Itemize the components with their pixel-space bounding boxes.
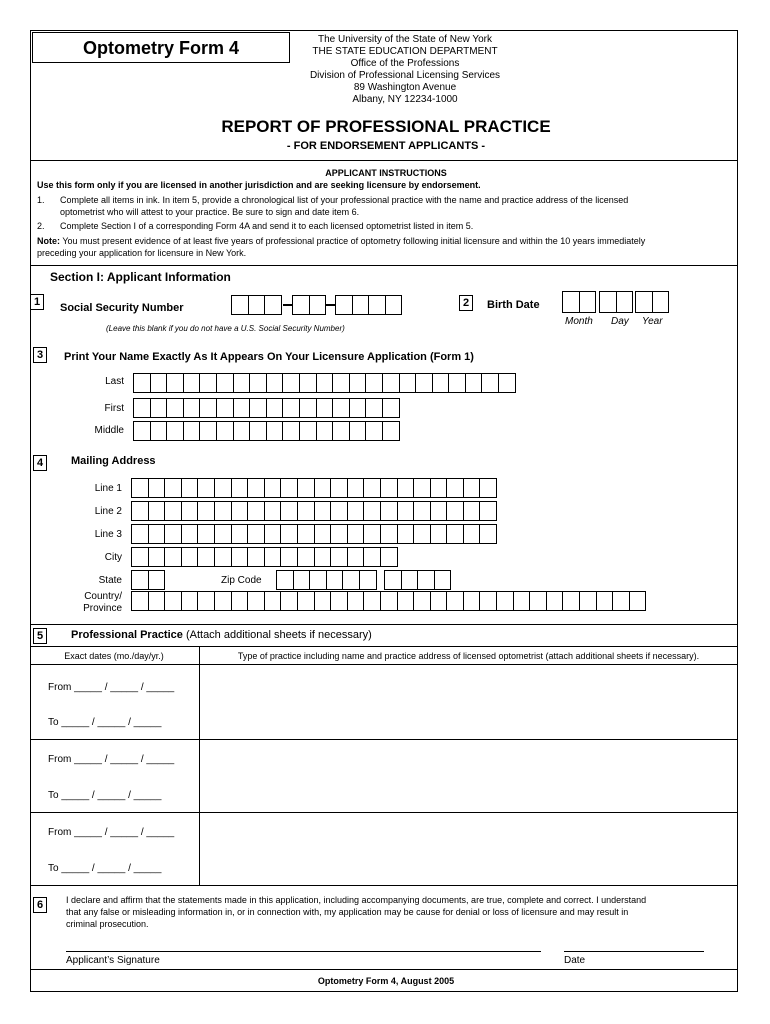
char-box[interactable] xyxy=(264,501,282,521)
char-box[interactable] xyxy=(148,524,166,544)
middle-name-label: Middle xyxy=(94,425,124,436)
char-box[interactable] xyxy=(330,591,348,611)
char-box[interactable] xyxy=(247,524,265,544)
char-box[interactable] xyxy=(133,373,151,393)
char-box[interactable] xyxy=(430,524,448,544)
note-text: You must present evidence of at least five years of professional practice of optometry following initial licensure and within the 10 years immediately xyxy=(60,236,646,246)
char-box[interactable] xyxy=(332,398,350,418)
char-box[interactable] xyxy=(417,570,435,590)
char-box[interactable] xyxy=(599,291,617,313)
char-box[interactable] xyxy=(314,591,332,611)
char-box[interactable] xyxy=(297,547,315,567)
char-box[interactable] xyxy=(347,547,365,567)
declaration-line-a: I declare and affirm that the statements made in this application, including accompanying documents, are true, complete and correct. I understand xyxy=(66,895,647,905)
char-box[interactable] xyxy=(363,591,381,611)
ssn-hint: (Leave this blank if you do not have a U.S. Social Security Number) xyxy=(106,324,345,333)
table-column-divider xyxy=(199,646,200,885)
char-box[interactable] xyxy=(131,501,149,521)
char-box[interactable] xyxy=(247,478,265,498)
char-box[interactable] xyxy=(299,421,317,441)
char-box[interactable] xyxy=(299,398,317,418)
char-box[interactable] xyxy=(349,421,367,441)
char-box[interactable] xyxy=(434,570,452,590)
char-box[interactable] xyxy=(293,570,311,590)
char-box[interactable] xyxy=(579,591,597,611)
first-name-label: First xyxy=(104,403,124,414)
char-box[interactable] xyxy=(166,421,184,441)
char-box[interactable] xyxy=(363,547,381,567)
row3-to[interactable]: To _____ / _____ / _____ xyxy=(48,863,162,874)
char-box[interactable] xyxy=(330,547,348,567)
char-box[interactable] xyxy=(309,570,327,590)
char-box[interactable] xyxy=(276,570,294,590)
char-box[interactable] xyxy=(148,501,166,521)
char-box[interactable] xyxy=(297,524,315,544)
char-box[interactable] xyxy=(413,591,431,611)
char-box[interactable] xyxy=(266,398,284,418)
char-box[interactable] xyxy=(347,524,365,544)
table-top-border xyxy=(30,646,738,647)
char-box[interactable] xyxy=(214,591,232,611)
char-box[interactable] xyxy=(247,501,265,521)
char-box[interactable] xyxy=(131,547,149,567)
char-box[interactable] xyxy=(382,421,400,441)
item-number-6: 6 xyxy=(33,897,47,913)
char-box[interactable] xyxy=(183,421,201,441)
table-row-border xyxy=(30,812,738,813)
char-box[interactable] xyxy=(183,373,201,393)
signature-line[interactable] xyxy=(66,951,541,952)
char-box[interactable] xyxy=(199,373,217,393)
char-box[interactable] xyxy=(233,373,251,393)
char-box[interactable] xyxy=(150,398,168,418)
row1-from[interactable]: From _____ / _____ / _____ xyxy=(48,682,175,693)
char-box[interactable] xyxy=(479,478,497,498)
char-box[interactable] xyxy=(629,591,647,611)
char-box[interactable] xyxy=(131,591,149,611)
instruction-1-line-b: optometrist who will attest to your practice. Be sure to sign and date item 6. xyxy=(60,207,360,217)
char-box[interactable] xyxy=(133,421,151,441)
agency-line-6: Albany, NY 12234-1000 xyxy=(352,94,458,105)
address-line1-label: Line 1 xyxy=(94,483,122,494)
char-box[interactable] xyxy=(264,547,282,567)
item-number-5: 5 xyxy=(33,628,47,644)
instruction-note-line-b: preceding your application for licensure in New York. xyxy=(37,248,247,258)
first-name-boxes[interactable] xyxy=(133,398,400,418)
char-box[interactable] xyxy=(314,501,332,521)
char-box[interactable] xyxy=(446,524,464,544)
char-box[interactable] xyxy=(316,421,334,441)
char-box[interactable] xyxy=(413,501,431,521)
char-box[interactable] xyxy=(382,373,400,393)
declaration-line-c: criminal prosecution. xyxy=(66,919,149,929)
char-box[interactable] xyxy=(332,373,350,393)
instruction-2-num: 2. xyxy=(37,221,45,231)
char-box[interactable] xyxy=(347,478,365,498)
char-box[interactable] xyxy=(380,524,398,544)
char-box[interactable] xyxy=(529,591,547,611)
birth-year-boxes[interactable] xyxy=(635,291,669,313)
char-box[interactable] xyxy=(616,291,634,313)
char-box[interactable] xyxy=(166,373,184,393)
char-box[interactable] xyxy=(347,501,365,521)
item-number-3: 3 xyxy=(33,347,47,363)
char-box[interactable] xyxy=(233,398,251,418)
char-box[interactable] xyxy=(342,570,360,590)
char-box[interactable] xyxy=(463,524,481,544)
char-box[interactable] xyxy=(280,501,298,521)
char-box[interactable] xyxy=(282,373,300,393)
char-box[interactable] xyxy=(150,373,168,393)
char-box[interactable] xyxy=(197,591,215,611)
char-box[interactable] xyxy=(231,591,249,611)
char-box[interactable] xyxy=(214,478,232,498)
char-box[interactable] xyxy=(214,547,232,567)
ssn-area-boxes[interactable] xyxy=(231,295,282,315)
char-box[interactable] xyxy=(330,524,348,544)
char-box[interactable] xyxy=(150,421,168,441)
char-box[interactable] xyxy=(216,398,234,418)
char-box[interactable] xyxy=(197,524,215,544)
char-box[interactable] xyxy=(349,373,367,393)
char-box[interactable] xyxy=(181,547,199,567)
char-box[interactable] xyxy=(430,478,448,498)
char-box[interactable] xyxy=(231,547,249,567)
char-box[interactable] xyxy=(579,291,597,313)
char-box[interactable] xyxy=(368,295,386,315)
char-box[interactable] xyxy=(380,547,398,567)
char-box[interactable] xyxy=(397,591,415,611)
last-name-label: Last xyxy=(105,376,124,387)
char-box[interactable] xyxy=(148,478,166,498)
char-box[interactable] xyxy=(446,501,464,521)
practice-label-note: (Attach additional sheets if necessary) xyxy=(185,629,372,641)
char-box[interactable] xyxy=(148,570,166,590)
char-box[interactable] xyxy=(214,524,232,544)
char-box[interactable] xyxy=(282,398,300,418)
char-box[interactable] xyxy=(326,570,344,590)
char-box[interactable] xyxy=(314,524,332,544)
col-header-dates: Exact dates (mo./day/yr.) xyxy=(64,651,164,661)
instructions-intro: Use this form only if you are licensed in another jurisdiction and are seeking licensure by endorsement. xyxy=(37,180,481,190)
char-box[interactable] xyxy=(397,501,415,521)
char-box[interactable] xyxy=(216,421,234,441)
instruction-2-line: Complete Section I of a corresponding Form 4A and send it to each licensed optometrist listed in item 5. xyxy=(60,221,474,231)
instructions-heading: APPLICANT INSTRUCTIONS xyxy=(325,168,447,178)
birth-month-label: Month xyxy=(565,316,593,327)
char-box[interactable] xyxy=(299,373,317,393)
char-box[interactable] xyxy=(316,398,334,418)
address-line1-boxes[interactable] xyxy=(131,478,497,498)
char-box[interactable] xyxy=(363,501,381,521)
char-box[interactable] xyxy=(133,398,151,418)
footer: Optometry Form 4, August 2005 xyxy=(317,976,455,986)
char-box[interactable] xyxy=(496,591,514,611)
table-bottom-border xyxy=(30,885,738,886)
char-box[interactable] xyxy=(612,591,630,611)
char-box[interactable] xyxy=(181,478,199,498)
practice-label-row xyxy=(71,629,372,641)
char-box[interactable] xyxy=(247,547,265,567)
ssn-label: Social Security Number xyxy=(60,302,184,314)
char-box[interactable] xyxy=(280,547,298,567)
char-box[interactable] xyxy=(330,478,348,498)
instruction-1-num: 1. xyxy=(37,195,45,205)
char-box[interactable] xyxy=(352,295,370,315)
address-line3-label: Line 3 xyxy=(94,529,122,540)
address-line2-boxes[interactable] xyxy=(131,501,497,521)
char-box[interactable] xyxy=(413,524,431,544)
mailing-label: Mailing Address xyxy=(71,455,156,467)
char-box[interactable] xyxy=(231,524,249,544)
char-box[interactable] xyxy=(316,373,334,393)
char-box[interactable] xyxy=(249,398,267,418)
char-box[interactable] xyxy=(280,591,298,611)
char-box[interactable] xyxy=(264,524,282,544)
char-box[interactable] xyxy=(148,547,166,567)
char-box[interactable] xyxy=(652,291,670,313)
address-line2-label: Line 2 xyxy=(94,506,122,517)
char-box[interactable] xyxy=(385,295,403,315)
char-box[interactable] xyxy=(380,478,398,498)
agency-line-5: 89 Washington Avenue xyxy=(353,82,457,93)
state-boxes[interactable] xyxy=(131,570,165,590)
char-box[interactable] xyxy=(479,591,497,611)
char-box[interactable] xyxy=(635,291,653,313)
agency-line-3: Office of the Professions xyxy=(350,58,460,69)
char-box[interactable] xyxy=(562,291,580,313)
signature-label: Applicant’s Signature xyxy=(66,955,160,966)
char-box[interactable] xyxy=(479,524,497,544)
item-number-4: 4 xyxy=(33,455,47,471)
char-box[interactable] xyxy=(309,295,327,315)
agency-line-2: THE STATE EDUCATION DEPARTMENT xyxy=(312,46,498,57)
char-box[interactable] xyxy=(231,501,249,521)
char-box[interactable] xyxy=(363,478,381,498)
char-box[interactable] xyxy=(380,591,398,611)
zip-label: Zip Code xyxy=(221,575,262,586)
char-box[interactable] xyxy=(596,591,614,611)
char-box[interactable] xyxy=(131,524,149,544)
declaration-line-b: that any false or misleading information in, or in connection with, my application may be cause for denial or loss of licensure and may result in xyxy=(66,907,629,917)
char-box[interactable] xyxy=(231,478,249,498)
char-box[interactable] xyxy=(249,373,267,393)
divider xyxy=(30,624,738,625)
char-box[interactable] xyxy=(330,501,348,521)
char-box[interactable] xyxy=(183,398,201,418)
char-box[interactable] xyxy=(181,501,199,521)
divider xyxy=(30,160,738,161)
char-box[interactable] xyxy=(314,478,332,498)
item-number-1: 1 xyxy=(30,294,44,310)
char-box[interactable] xyxy=(365,421,383,441)
row2-to[interactable]: To _____ / _____ / _____ xyxy=(48,790,162,801)
char-box[interactable] xyxy=(181,524,199,544)
char-box[interactable] xyxy=(164,547,182,567)
row1-to[interactable]: To _____ / _____ / _____ xyxy=(48,717,162,728)
char-box[interactable] xyxy=(413,478,431,498)
char-box[interactable] xyxy=(164,591,182,611)
date-label: Date xyxy=(564,955,586,966)
zip-extension-boxes[interactable] xyxy=(384,570,451,590)
birth-day-label: Day xyxy=(611,316,629,327)
char-box[interactable] xyxy=(280,524,298,544)
char-box[interactable] xyxy=(513,591,531,611)
item-number-2: 2 xyxy=(459,295,473,311)
char-box[interactable] xyxy=(314,547,332,567)
char-box[interactable] xyxy=(365,373,383,393)
char-box[interactable] xyxy=(432,373,450,393)
char-box[interactable] xyxy=(231,295,249,315)
report-title: REPORT OF PROFESSIONAL PRACTICE xyxy=(221,117,551,136)
char-box[interactable] xyxy=(216,373,234,393)
state-label: State xyxy=(98,575,122,586)
agency-line-1: The University of the State of New York xyxy=(318,34,492,45)
table-header-border xyxy=(30,664,738,665)
char-box[interactable] xyxy=(249,421,267,441)
char-box[interactable] xyxy=(380,501,398,521)
char-box[interactable] xyxy=(401,570,419,590)
char-box[interactable] xyxy=(197,478,215,498)
char-box[interactable] xyxy=(282,421,300,441)
char-box[interactable] xyxy=(446,478,464,498)
char-box[interactable] xyxy=(384,570,402,590)
char-box[interactable] xyxy=(347,591,365,611)
city-boxes[interactable] xyxy=(131,547,398,567)
char-box[interactable] xyxy=(292,295,310,315)
char-box[interactable] xyxy=(264,295,282,315)
divider xyxy=(30,969,738,970)
date-line[interactable] xyxy=(564,951,704,952)
char-box[interactable] xyxy=(415,373,433,393)
char-box[interactable] xyxy=(546,591,564,611)
country-label-b: Province xyxy=(83,603,122,614)
char-box[interactable] xyxy=(297,478,315,498)
country-boxes[interactable] xyxy=(131,591,646,611)
char-box[interactable] xyxy=(248,295,266,315)
instruction-note-line-a xyxy=(37,236,645,246)
char-box[interactable] xyxy=(430,591,448,611)
char-box[interactable] xyxy=(181,591,199,611)
address-line3-boxes[interactable] xyxy=(131,524,497,544)
middle-name-boxes[interactable] xyxy=(133,421,400,441)
char-box[interactable] xyxy=(399,373,417,393)
char-box[interactable] xyxy=(446,591,464,611)
birth-day-boxes[interactable] xyxy=(599,291,633,313)
char-box[interactable] xyxy=(247,591,265,611)
divider xyxy=(30,265,738,266)
char-box[interactable] xyxy=(164,501,182,521)
char-box[interactable] xyxy=(397,478,415,498)
form-title: Optometry Form 4 xyxy=(32,32,290,63)
char-box[interactable] xyxy=(264,591,282,611)
char-box[interactable] xyxy=(197,501,215,521)
row2-from[interactable]: From _____ / _____ / _____ xyxy=(48,754,175,765)
city-label: City xyxy=(104,552,122,563)
char-box[interactable] xyxy=(197,547,215,567)
char-box[interactable] xyxy=(280,478,298,498)
name-label: Print Your Name Exactly As It Appears On Your Licensure Application (Form 1) xyxy=(64,351,474,363)
char-box[interactable] xyxy=(448,373,466,393)
char-box[interactable] xyxy=(199,398,217,418)
ssn-group-boxes[interactable] xyxy=(292,295,326,315)
practice-label: Professional Practice xyxy=(71,629,183,641)
char-box[interactable] xyxy=(131,570,149,590)
section-title: Section I: Applicant Information xyxy=(50,270,231,284)
char-box[interactable] xyxy=(166,398,184,418)
report-subtitle: - FOR ENDORSEMENT APPLICANTS - xyxy=(286,140,486,152)
birth-date-label: Birth Date xyxy=(487,299,540,311)
char-box[interactable] xyxy=(233,421,251,441)
char-box[interactable] xyxy=(164,478,182,498)
birth-month-boxes[interactable] xyxy=(562,291,596,313)
country-label-a: Country/ xyxy=(84,591,122,602)
agency-line-4: Division of Professional Licensing Services xyxy=(309,70,501,81)
char-box[interactable] xyxy=(349,398,367,418)
char-box[interactable] xyxy=(397,524,415,544)
char-box[interactable] xyxy=(382,398,400,418)
col-header-practice: Type of practice including name and practice address of licensed optometrist (attach additional sheets if necessary). xyxy=(237,651,700,661)
birth-year-label: Year xyxy=(642,316,663,327)
char-box[interactable] xyxy=(266,373,284,393)
char-box[interactable] xyxy=(297,501,315,521)
char-box[interactable] xyxy=(562,591,580,611)
char-box[interactable] xyxy=(148,591,166,611)
ssn-serial-boxes[interactable] xyxy=(335,295,402,315)
char-box[interactable] xyxy=(332,421,350,441)
char-box[interactable] xyxy=(335,295,353,315)
char-box[interactable] xyxy=(199,421,217,441)
char-box[interactable] xyxy=(131,478,149,498)
char-box[interactable] xyxy=(164,524,182,544)
table-row-border xyxy=(30,739,738,740)
char-box[interactable] xyxy=(266,421,284,441)
char-box[interactable] xyxy=(463,478,481,498)
last-name-boxes[interactable] xyxy=(133,373,516,393)
char-box[interactable] xyxy=(363,524,381,544)
char-box[interactable] xyxy=(430,501,448,521)
char-box[interactable] xyxy=(264,478,282,498)
note-label: Note: xyxy=(37,236,60,246)
char-box[interactable] xyxy=(365,398,383,418)
char-box[interactable] xyxy=(465,373,483,393)
char-box[interactable] xyxy=(498,373,516,393)
instruction-1-line-a: Complete all items in ink. In item 5, provide a chronological list of your professional practice with the name and practice address of the licensed xyxy=(60,195,629,205)
char-box[interactable] xyxy=(359,570,377,590)
char-box[interactable] xyxy=(481,373,499,393)
char-box[interactable] xyxy=(297,591,315,611)
zip-boxes[interactable] xyxy=(276,570,377,590)
row3-from[interactable]: From _____ / _____ / _____ xyxy=(48,827,175,838)
char-box[interactable] xyxy=(463,591,481,611)
char-box[interactable] xyxy=(479,501,497,521)
char-box[interactable] xyxy=(214,501,232,521)
char-box[interactable] xyxy=(463,501,481,521)
